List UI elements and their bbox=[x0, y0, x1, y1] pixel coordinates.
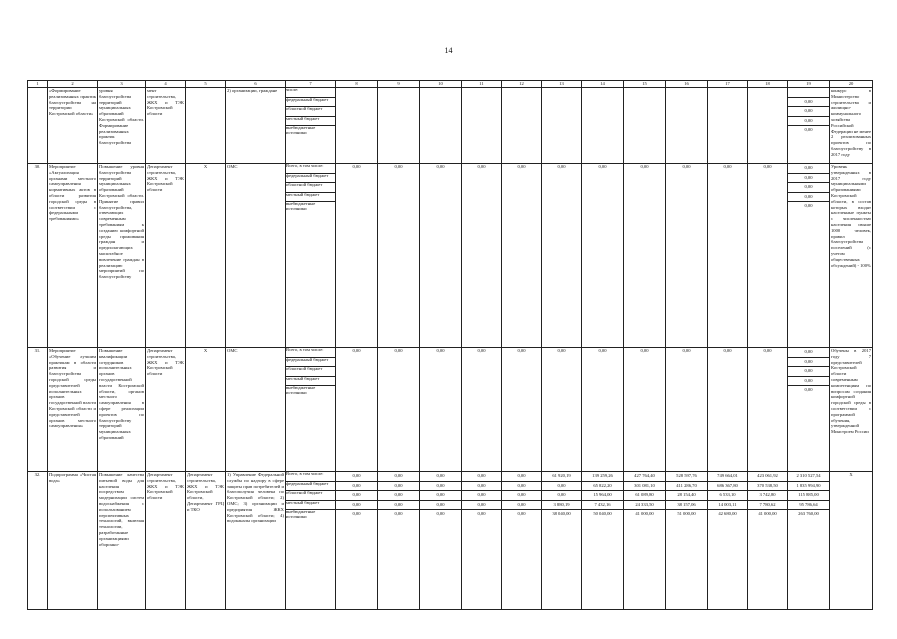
amount-cell: 0,00 bbox=[624, 164, 666, 348]
funding-source-label: Всего, в том числе: bbox=[286, 472, 335, 482]
amount-value: 7 780,62 bbox=[748, 501, 787, 511]
column-number-header: 9 bbox=[378, 81, 420, 88]
column-number-header: 20 bbox=[830, 81, 873, 88]
amount-value: 0,00 bbox=[788, 377, 829, 387]
amount-cell bbox=[582, 88, 624, 164]
budget-table-wrapper bbox=[27, 80, 872, 610]
amount-value: 749 664,01 bbox=[708, 472, 747, 482]
amount-value: 301 081,10 bbox=[624, 482, 665, 492]
amount-value: 0,00 bbox=[502, 482, 541, 492]
amount-cell: 0,00 bbox=[542, 164, 582, 348]
amount-value: 0,00 bbox=[420, 472, 461, 482]
column-number-header: 12 bbox=[502, 81, 542, 88]
amount-value: 0,00 bbox=[420, 501, 461, 511]
amount-value bbox=[788, 88, 829, 98]
amount-value: 0,00 bbox=[502, 501, 541, 511]
measure-name-cell: Мероприятие «Обучение лучшим практикам в области развития и благоустройства городской среды представителей исполнительных органов государственной власти Костромской области и представителей органов местного самоуправления» bbox=[48, 348, 98, 472]
amount-value: 0,00 bbox=[788, 367, 829, 377]
amount-value: 14 003,11 bbox=[708, 501, 747, 511]
amount-value: 0,00 bbox=[462, 491, 501, 501]
amount-cell: 0,00 bbox=[502, 164, 542, 348]
amount-value: 38 040,00 bbox=[552, 511, 571, 517]
amount-value: 41 000,00 bbox=[758, 511, 777, 517]
row-number-cell bbox=[28, 88, 48, 164]
column-number-header: 18 bbox=[748, 81, 788, 88]
funding-source-label: внебюджетные источники bbox=[286, 125, 316, 135]
amount-cell bbox=[542, 472, 582, 610]
column-number-header: 10 bbox=[420, 81, 462, 88]
amount-value: 0,00 bbox=[352, 511, 361, 517]
funding-source-label: областной бюджет bbox=[286, 367, 335, 377]
page-number: 14 bbox=[444, 46, 453, 55]
column-number-header: 2 bbox=[48, 81, 98, 88]
total-amount-cell bbox=[788, 88, 830, 164]
amount-cell bbox=[666, 472, 708, 610]
amount-value: 1 835 994,90 bbox=[788, 482, 829, 492]
amount-cell: 0,00 bbox=[542, 348, 582, 472]
funding-source-cell bbox=[286, 348, 336, 472]
amount-value: 0,00 bbox=[462, 472, 501, 482]
amount-cell: 0,00 bbox=[666, 164, 708, 348]
row-number-cell: 31. bbox=[28, 348, 48, 472]
amount-cell: 0,00 bbox=[378, 164, 420, 348]
funding-source-cell bbox=[286, 472, 336, 610]
amount-value: 0,00 bbox=[788, 183, 829, 193]
amount-value: 0,00 bbox=[378, 482, 419, 492]
amount-cell bbox=[748, 88, 788, 164]
result-indicator-cell: X bbox=[830, 472, 873, 610]
goal-cell: Повышение квалификации сотрудников исполнительных органов государственной власти Костромской области, органов местного самоуправления в сфере реализации проектов по благоустройству территорий муниципальных образований bbox=[98, 348, 146, 472]
amount-value: 3 742,80 bbox=[748, 491, 787, 501]
amount-value: 0,00 bbox=[502, 472, 541, 482]
funding-source-label: внебюджетные источники bbox=[286, 509, 316, 519]
table-row bbox=[28, 164, 873, 348]
amount-cell bbox=[378, 472, 420, 610]
amount-cell bbox=[420, 472, 462, 610]
amount-value: 115 885,00 bbox=[788, 491, 829, 501]
result-indicator-cell: Обучены в 2017 году 7 представителей Костромской области современным компетенциям по вопросам создания комфортной городской среды в соответствии с программой обучения, утвержденной Минстроем России bbox=[830, 348, 873, 472]
amount-value: 95 786,64 bbox=[788, 501, 829, 511]
funding-source-cell bbox=[286, 88, 336, 164]
participants-cell: ОМС bbox=[226, 348, 286, 472]
column-number-header: 14 bbox=[582, 81, 624, 88]
result-indicator-cell: конкурс в Министерство строительства и жилищно-коммунального хозяйства Российской Федерации не менее 2 реализованных проектов по благоустройству в 2017 году bbox=[830, 88, 873, 164]
amount-cell bbox=[378, 88, 420, 164]
amount-value: 0,00 bbox=[804, 127, 813, 133]
amount-cell: 0,00 bbox=[462, 348, 502, 472]
amount-value: 0,00 bbox=[378, 501, 419, 511]
executor-cell: Департамент строительства, ЖКХ и ТЭК Костромской области bbox=[146, 472, 186, 610]
amount-cell bbox=[582, 472, 624, 610]
amount-value: 0,00 bbox=[378, 472, 419, 482]
funding-source-label: областной бюджет bbox=[286, 183, 335, 193]
funding-source-label: областной бюджет bbox=[286, 491, 335, 501]
amount-value: 41 000,00 bbox=[635, 511, 654, 517]
column-number-header: 19 bbox=[788, 81, 830, 88]
column-number-header: 3 bbox=[98, 81, 146, 88]
amount-cell bbox=[708, 88, 748, 164]
row-number-cell: 30. bbox=[28, 164, 48, 348]
coexecutor-cell: X bbox=[186, 164, 226, 348]
funding-source-label: федеральный бюджет bbox=[286, 98, 335, 108]
column-number-header: 15 bbox=[624, 81, 666, 88]
amount-cell bbox=[748, 472, 788, 610]
column-number-header: 13 bbox=[542, 81, 582, 88]
funding-source-label: областной бюджет bbox=[286, 107, 335, 117]
amount-cell: 0,00 bbox=[708, 164, 748, 348]
amount-value: 0,00 bbox=[542, 482, 581, 492]
amount-value: 15 964,00 bbox=[582, 491, 623, 501]
amount-cell: 0,00 bbox=[582, 348, 624, 472]
amount-value: 0,00 bbox=[517, 511, 526, 517]
amount-cell bbox=[336, 88, 378, 164]
amount-cell bbox=[336, 472, 378, 610]
amount-value: 0,00 bbox=[788, 117, 829, 127]
amount-value: 139 259,26 bbox=[582, 472, 623, 482]
amount-value: 370 538,50 bbox=[748, 482, 787, 492]
column-number-header: 4 bbox=[146, 81, 186, 88]
amount-value: 0,00 bbox=[336, 472, 377, 482]
table-row bbox=[28, 88, 873, 164]
amount-cell bbox=[462, 472, 502, 610]
funding-source-label: местный бюджет bbox=[286, 377, 335, 387]
funding-source-label: федеральный бюджет bbox=[286, 174, 335, 184]
amount-value: 0,00 bbox=[788, 358, 829, 368]
amount-value: 65 822,20 bbox=[582, 482, 623, 492]
funding-source-label: внебюджетные источники bbox=[286, 385, 316, 395]
amount-value: 411 286,70 bbox=[666, 482, 707, 492]
total-amount-cell bbox=[788, 472, 830, 610]
amount-value: 0,00 bbox=[502, 491, 541, 501]
column-number-header: 7 bbox=[286, 81, 336, 88]
amount-value: 686 367,80 bbox=[708, 482, 747, 492]
amount-value: 0,00 bbox=[788, 348, 829, 358]
amount-cell bbox=[624, 88, 666, 164]
amount-value: 0,00 bbox=[788, 164, 829, 174]
amount-value: 0,00 bbox=[542, 491, 581, 501]
participants-cell: 1) Управление Федеральной службы по надзору в сфере защиты прав потребителей и благополучия человека по Костромской области; 2) ОМС; 3) организации и предприятия ЖКХ Костромской области; 4) водоканалы организации bbox=[226, 472, 286, 610]
amount-cell bbox=[502, 88, 542, 164]
amount-value: 51 000,00 bbox=[677, 511, 696, 517]
column-number-header: 8 bbox=[336, 81, 378, 88]
table-row bbox=[28, 472, 873, 610]
amount-value: 0,00 bbox=[420, 482, 461, 492]
funding-source-label: внебюджетные источники bbox=[286, 201, 316, 211]
funding-source-label: Всего, в том числе: bbox=[286, 164, 335, 174]
total-amount-cell bbox=[788, 164, 830, 348]
column-number-header: 11 bbox=[462, 81, 502, 88]
participants-cell: ОМС bbox=[226, 164, 286, 348]
amount-cell bbox=[708, 472, 748, 610]
measure-name-cell: «Формирование реализованных практик благоустройства на территории Костромской области» bbox=[48, 88, 98, 164]
amount-value: 0,00 bbox=[788, 174, 829, 184]
amount-cell bbox=[666, 88, 708, 164]
amount-cell: 0,00 bbox=[748, 164, 788, 348]
amount-value: 42 680,00 bbox=[718, 511, 737, 517]
amount-value: 0,00 bbox=[788, 98, 829, 108]
amount-value: 0,00 bbox=[420, 491, 461, 501]
amount-value: 0,00 bbox=[477, 511, 486, 517]
amount-value: 61 089,80 bbox=[624, 491, 665, 501]
amount-cell: 0,00 bbox=[336, 164, 378, 348]
amount-cell: 0,00 bbox=[462, 164, 502, 348]
funding-source-label: местный бюджет bbox=[286, 193, 335, 203]
amount-value: 2 310 527,54 bbox=[788, 472, 829, 482]
amount-value: 0,00 bbox=[394, 511, 403, 517]
amount-value: 0,00 bbox=[804, 387, 813, 393]
result-indicator-cell: Уровень утвержденных в 2017 году муниципальными образованиями Костромской области, в состав которых входят населенные пункты с численностью населения свыше 1000 человек, правил благоустройства поселений (с учетом общественных обсуждений) - 100% bbox=[830, 164, 873, 348]
executor-cell: мент строительства, ЖКХ и ТЭК Костромской области bbox=[146, 88, 186, 164]
measure-name-cell: Подпрограмма «Чистая вода» bbox=[48, 472, 98, 610]
budget-table bbox=[27, 80, 873, 610]
amount-value: 24 333,50 bbox=[624, 501, 665, 511]
coexecutor-cell: X bbox=[186, 348, 226, 472]
total-amount-cell bbox=[788, 348, 830, 472]
amount-cell: 0,00 bbox=[708, 348, 748, 472]
goal-cell: Повышение качества питьевой воды для населения посредством модернизации систем водоснабжения с использованием перспективных технологий, включая технологии, разработанные организациями оборонно- bbox=[98, 472, 146, 610]
goal-cell: уровня благоустройства территорий муниципальных образований Костромской области. Формирование реализованных практик благоустройства bbox=[98, 88, 146, 164]
amount-cell: 0,00 bbox=[582, 164, 624, 348]
amount-value: 0,00 bbox=[336, 491, 377, 501]
amount-cell bbox=[624, 472, 666, 610]
amount-cell: 0,00 bbox=[748, 348, 788, 472]
amount-cell: 0,00 bbox=[420, 348, 462, 472]
amount-value: 0,00 bbox=[462, 482, 501, 492]
amount-cell bbox=[462, 88, 502, 164]
amount-value: 263 760,00 bbox=[798, 511, 819, 517]
amount-value: 0,00 bbox=[378, 491, 419, 501]
table-row bbox=[28, 348, 873, 472]
amount-value: 0,00 bbox=[336, 501, 377, 511]
measure-name-cell: Мероприятие «Актуализация органами местного самоуправления нормативных актов в области развития городской среды в соответствии с федеральными требованиями» bbox=[48, 164, 98, 348]
column-number-header: 17 bbox=[708, 81, 748, 88]
amount-value: 0,00 bbox=[462, 501, 501, 511]
funding-source-label: числе: bbox=[286, 88, 335, 98]
amount-cell: 0,00 bbox=[624, 348, 666, 472]
amount-value: 0,00 bbox=[436, 511, 445, 517]
amount-value: 0,00 bbox=[804, 203, 813, 209]
column-number-header: 16 bbox=[666, 81, 708, 88]
amount-cell: 0,00 bbox=[666, 348, 708, 472]
participants-cell: 2) организации, граждане bbox=[226, 88, 286, 164]
coexecutor-cell: Департамент строительства, ЖКХ и ТЭК Костромской области, Департамент ГРЦ и ТКО bbox=[186, 472, 226, 610]
amount-cell bbox=[542, 88, 582, 164]
amount-value: 0,00 bbox=[788, 107, 829, 117]
amount-value: 6 533,10 bbox=[708, 491, 747, 501]
amount-value: 0,00 bbox=[788, 193, 829, 203]
amount-value: 38 157,06 bbox=[666, 501, 707, 511]
funding-source-label: федеральный бюджет bbox=[286, 358, 335, 368]
amount-value: 0,00 bbox=[336, 482, 377, 492]
amount-value: 427 764,40 bbox=[624, 472, 665, 482]
amount-value: 3 880,19 bbox=[542, 501, 581, 511]
executor-cell: Департамент строительства, ЖКХ и ТЭК Костромской области bbox=[146, 164, 186, 348]
amount-value: 7 432,16 bbox=[582, 501, 623, 511]
goal-cell: Повышение уровня благоустройства территорий муниципальных образований Костромской области. Принятие правил благоустройства, отвечающих современным требованиям к созданию комфортной среды проживания граждан и предполагающих масштабное вовлечение граждан в реализацию мероприятий по благоустройству bbox=[98, 164, 146, 348]
amount-cell: 0,00 bbox=[502, 348, 542, 472]
amount-value: 50 040,00 bbox=[593, 511, 612, 517]
row-number-cell: 32. bbox=[28, 472, 48, 610]
amount-value: 528 597,76 bbox=[666, 472, 707, 482]
amount-cell: 0,00 bbox=[336, 348, 378, 472]
amount-cell bbox=[420, 88, 462, 164]
column-number-header: 6 bbox=[226, 81, 286, 88]
funding-source-label: местный бюджет bbox=[286, 501, 335, 511]
amount-value: 423 061,92 bbox=[748, 472, 787, 482]
column-number-header: 5 bbox=[186, 81, 226, 88]
amount-cell: 0,00 bbox=[420, 164, 462, 348]
amount-cell bbox=[502, 472, 542, 610]
amount-value: 28 154,40 bbox=[666, 491, 707, 501]
column-number-header: 1 bbox=[28, 81, 48, 88]
funding-source-label: местный бюджет bbox=[286, 117, 335, 127]
header-row bbox=[28, 81, 873, 88]
executor-cell: Департамент строительства, ЖКХ и ТЭК Костромской области bbox=[146, 348, 186, 472]
funding-source-label: федеральный бюджет bbox=[286, 482, 335, 492]
coexecutor-cell bbox=[186, 88, 226, 164]
amount-cell: 0,00 bbox=[378, 348, 420, 472]
funding-source-label: Всего, в том числе: bbox=[286, 348, 335, 358]
funding-source-cell bbox=[286, 164, 336, 348]
amount-value: 61 920,19 bbox=[542, 472, 581, 482]
